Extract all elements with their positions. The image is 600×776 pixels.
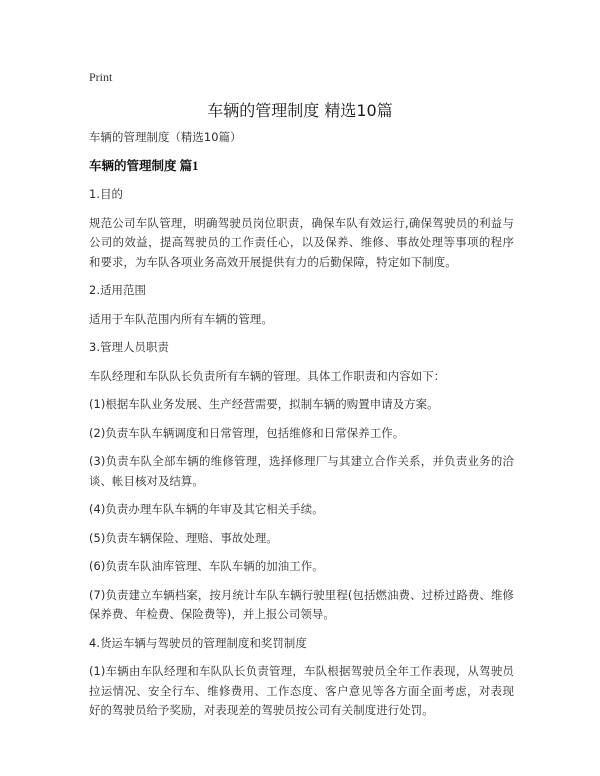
heading-scope: 2.适用范围 (89, 283, 147, 297)
list-item: (5)负责车辆保险、理赔、事故处理。 (89, 530, 278, 545)
paragraph-responsibilities-intro: 车队经理和车队队长负责所有车辆的管理。具体工作职责和内容如下： (89, 368, 446, 383)
list-item: (6)负责车队油库管理、车队车辆的加油工作。 (89, 559, 324, 573)
document-title: 车辆的管理制度 精选10篇 (207, 101, 393, 120)
document-subtitle: 车辆的管理制度（精选10篇） (89, 130, 242, 144)
paragraph-purpose: 规范公司车队管理，明确驾驶员岗位职责，确保车队有效运行,确保驾驶员的利益与公司的效益，提高驾驶员的工作责任心，以及保养、维修、事故处理等事项的程序和要求，为车队各项业务高效开展提供有力的后勤保障，特定如下制度。 (89, 215, 514, 269)
document-body (89, 128, 514, 730)
heading-vehicle-driver-rules: 4.货运车辆与驾驶员的管理制度和奖罚制度 (89, 635, 307, 650)
list-item: (7)负责建立车辆档案，按月统计车队车辆行驶里程(包括燃油费、过桥过路费、维修保养费、年检费、保险费等)，并上报公司领导。 (89, 587, 514, 621)
list-item: (1)根据车队业务发展、生产经营需要，拟制车辆的购置申请及方案。 (89, 397, 439, 411)
heading-responsibilities: 3.管理人员职责 (89, 340, 170, 354)
list-item: (3)负责车队全部车辆的维修管理，选择修理厂与其建立合作关系，并负责业务的洽谈、帐目核对及结算。 (89, 454, 514, 488)
paragraph-scope: 适用于车队范围内所有车辆的管理。 (89, 311, 273, 326)
list-item: (2)负责车队车辆调度和日常管理，包括维修和日常保养工作。 (89, 425, 405, 440)
heading-purpose: 1.目的 (89, 187, 124, 201)
section-heading: 车辆的管理制度 篇1 (89, 158, 199, 173)
print-label: Print (89, 70, 113, 84)
list-item: (4)负责办理车队车辆的年审及其它相关手续。 (89, 502, 324, 516)
list-item: (1)车辆由车队经理和车队队长负责管理，车队根据驾驶员全年工作表现，从驾驶员拉运情况、安全行车、维修费用、工作态度、客户意见等各方面全面考虑，对表现好的驾驶员给予奖励，对表现差的驾驶员按公司有关制度进行处罚。 (89, 664, 514, 717)
